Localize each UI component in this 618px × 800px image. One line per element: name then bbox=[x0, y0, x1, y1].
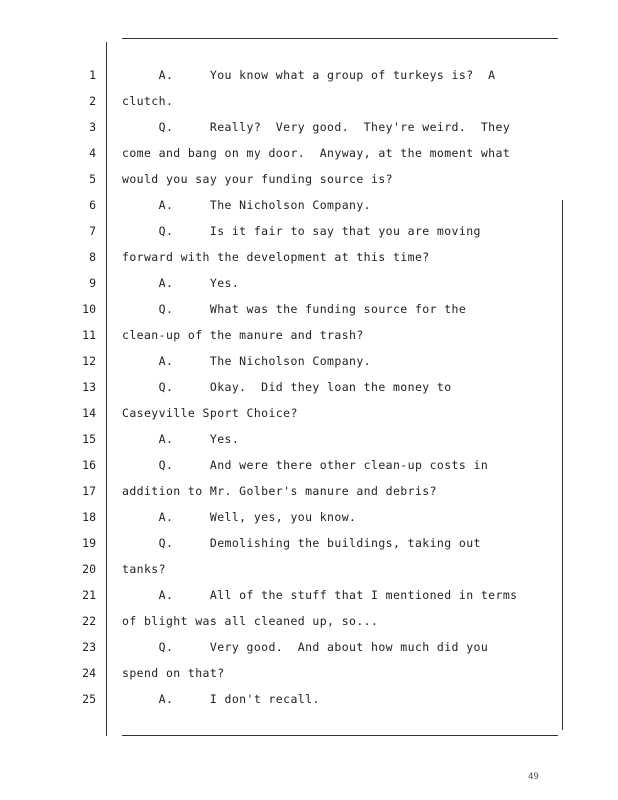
transcript-line: addition to Mr. Golber's manure and debris? bbox=[122, 484, 437, 498]
transcript-line: Q. Is it fair to say that you are moving bbox=[122, 224, 481, 238]
left-margin-line bbox=[106, 42, 107, 736]
line-number: 15 bbox=[82, 432, 96, 446]
right-margin-line bbox=[562, 200, 563, 730]
transcript-line: come and bang on my door. Anyway, at the moment what bbox=[122, 146, 511, 160]
transcript-line: Q. What was the funding source for the bbox=[122, 302, 467, 316]
line-number: 16 bbox=[82, 458, 96, 472]
line-number: 7 bbox=[89, 224, 96, 238]
transcript-line: clutch. bbox=[122, 94, 174, 108]
line-number: 10 bbox=[82, 302, 96, 316]
line-number: 13 bbox=[82, 380, 96, 394]
transcript-line: tanks? bbox=[122, 562, 166, 576]
transcript-line: Caseyville Sport Choice? bbox=[122, 406, 298, 420]
line-number: 4 bbox=[89, 146, 96, 160]
line-number: 12 bbox=[82, 354, 96, 368]
line-number: 25 bbox=[82, 692, 96, 706]
line-number: 17 bbox=[82, 484, 96, 498]
transcript-line: A. Yes. bbox=[122, 432, 240, 446]
line-number: 8 bbox=[89, 250, 96, 264]
transcript-line: Q. And were there other clean-up costs in bbox=[122, 458, 489, 472]
transcript-line: would you say your funding source is? bbox=[122, 172, 393, 186]
transcript-line: Q. Demolishing the buildings, taking out bbox=[122, 536, 481, 550]
line-number: 24 bbox=[82, 666, 96, 680]
transcript-line: A. I don't recall. bbox=[122, 692, 320, 706]
transcript-line: A. All of the stuff that I mentioned in terms bbox=[122, 588, 518, 602]
transcript-line: of blight was all cleaned up, so... bbox=[122, 614, 379, 628]
transcript-line: Q. Really? Very good. They're weird. They bbox=[122, 120, 511, 134]
bottom-border bbox=[122, 735, 558, 736]
line-number: 9 bbox=[89, 276, 96, 290]
transcript-line: Q. Very good. And about how much did you bbox=[122, 640, 489, 654]
transcript-line: A. The Nicholson Company. bbox=[122, 198, 372, 212]
transcript-line: A. Well, yes, you know. bbox=[122, 510, 357, 524]
line-number: 20 bbox=[82, 562, 96, 576]
transcript-line: A. Yes. bbox=[122, 276, 240, 290]
line-number: 22 bbox=[82, 614, 96, 628]
line-number: 14 bbox=[82, 406, 96, 420]
top-border bbox=[122, 38, 558, 39]
line-number: 19 bbox=[82, 536, 96, 550]
line-number: 21 bbox=[82, 588, 96, 602]
line-number: 11 bbox=[82, 328, 96, 342]
transcript-line: forward with the development at this time? bbox=[122, 250, 430, 264]
line-number: 23 bbox=[82, 640, 96, 654]
transcript-line: A. You know what a group of turkeys is? A bbox=[122, 68, 496, 82]
transcript-line: Q. Okay. Did they loan the money to bbox=[122, 380, 452, 394]
line-number: 5 bbox=[89, 172, 96, 186]
transcript-line: A. The Nicholson Company. bbox=[122, 354, 372, 368]
line-number: 3 bbox=[89, 120, 96, 134]
transcript-line: spend on that? bbox=[122, 666, 225, 680]
line-number: 6 bbox=[89, 198, 96, 212]
transcript-line: clean-up of the manure and trash? bbox=[122, 328, 364, 342]
line-number: 1 bbox=[89, 68, 96, 82]
line-number: 2 bbox=[89, 94, 96, 108]
line-number: 18 bbox=[82, 510, 96, 524]
page-number: 49 bbox=[528, 772, 539, 782]
